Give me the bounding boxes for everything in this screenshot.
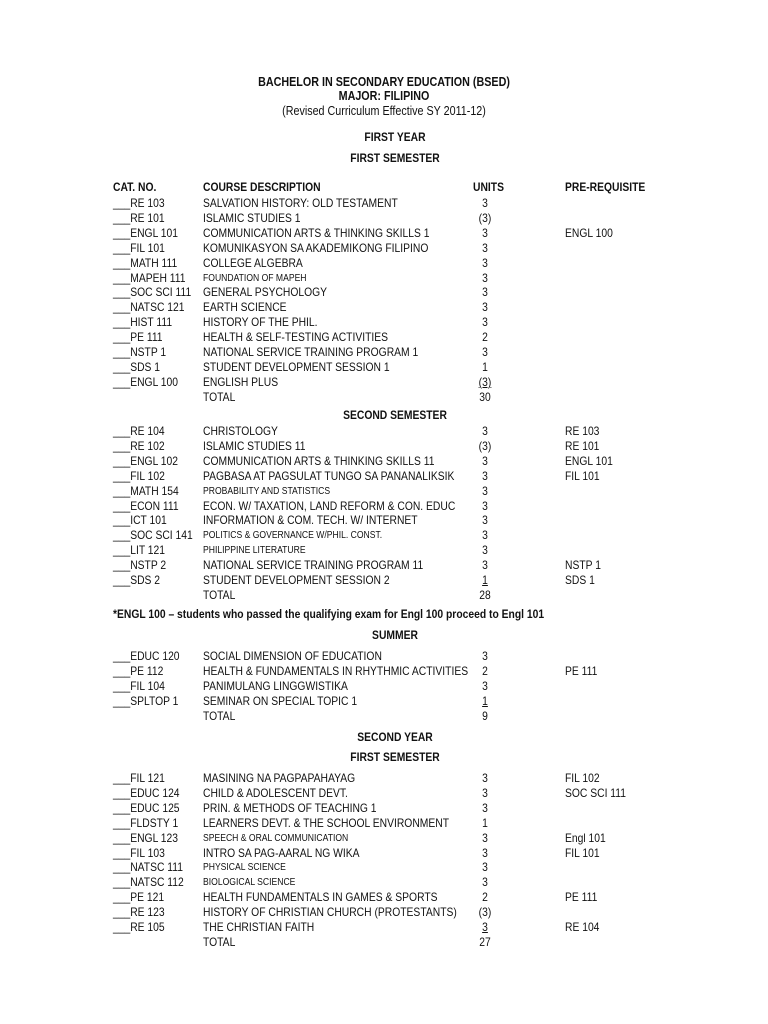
cat-no-cell: ___RE 105 [113,920,165,934]
table-row [0,816,768,831]
table-row [0,499,768,514]
cat-no-cell: ___RE 123 [113,905,165,920]
units-cell: 3 [482,270,488,285]
units-cell: 3 [482,345,488,359]
cat-no-cell: ___SPLTOP 1 [113,693,179,708]
table-row [0,771,768,786]
units-cell: 3 [482,483,488,498]
prerequisite-cell: ENGL 101 [565,453,613,468]
table-row [0,454,768,469]
course-description-cell: KOMUNIKASYON SA AKADEMIKONG FILIPINO [203,240,429,255]
course-description-cell: NATIONAL SERVICE TRAINING PROGRAM 11 [203,558,424,573]
course-description-cell: EARTH SCIENCE [203,300,287,315]
cat-no-cell: ___HIST 111 [113,315,173,330]
cat-no-cell: ___ENGL 123 [113,830,179,845]
units-cell: 3 [482,558,488,573]
table-row [0,196,768,211]
units-cell: 1 [482,815,488,830]
major-title: MAJOR: FILIPINO [338,89,430,103]
course-description-cell: ISLAMIC STUDIES 11 [203,438,306,453]
year-heading: SECOND YEAR [357,730,433,744]
course-description-cell: SALVATION HISTORY: OLD TESTAMENT [203,196,398,210]
course-description-cell: SPEECH & ORAL COMMUNICATION [203,832,349,844]
units-cell: 28 [479,587,491,602]
course-description-cell: BIOLOGICAL SCIENCE [203,877,296,889]
course-description-cell: PHILIPPINE LITERATURE [203,545,306,557]
table-row [0,664,768,679]
course-description-cell: HEALTH & FUNDAMENTALS IN RHYTHMIC ACTIVITIES [203,663,469,678]
table-row [0,484,768,499]
prerequisite-cell: PE 111 [565,663,598,678]
units-cell: 3 [482,771,488,785]
year-heading: FIRST YEAR [364,130,426,144]
semester-heading: SECOND SEMESTER [343,408,447,422]
table-row [0,679,768,694]
units-cell: 3 [482,845,488,860]
prerequisite-cell: NSTP 1 [565,558,601,573]
course-description-cell: SOCIAL DIMENSION OF EDUCATION [203,649,382,663]
units-cell: 3 [482,875,488,890]
table-row [0,543,768,558]
units-cell: 3 [482,830,488,845]
units-cell: 3 [482,920,488,934]
course-description-cell: HISTORY OF THE PHIL. [203,315,318,330]
cat-no-cell: ___SOC SCI 111 [113,285,192,300]
cat-no-cell: ___EDUC 125 [113,800,180,815]
prerequisite-cell: RE 103 [565,424,600,438]
cat-no-cell: ___FIL 103 [113,845,165,860]
course-description-cell: TOTAL [203,934,236,949]
cat-no-cell: ___ECON 111 [113,498,179,513]
engl-100-note: *ENGL 100 – students who passed the qualifying exam for Engl 100 proceed to Engl 101 [113,607,545,621]
course-description-cell: THE CHRISTIAN FAITH [203,920,315,934]
prerequisite-cell: SOC SCI 111 [565,785,626,800]
cat-no-cell: ___PE 112 [113,663,164,678]
course-description-cell: PHYSICAL SCIENCE [203,862,286,874]
cat-no-cell: ___RE 102 [113,438,165,453]
cat-no-cell: ___EDUC 120 [113,649,180,663]
course-description-cell: PANIMULANG LINGGWISTIKA [203,678,348,693]
units-cell: 2 [482,663,488,678]
cat-no-cell: ___FLDSTY 1 [113,815,179,830]
course-description-cell: HEALTH FUNDAMENTALS IN GAMES & SPORTS [203,890,438,905]
table-row [0,528,768,543]
course-description-cell: STUDENT DEVELOPMENT SESSION 1 [203,359,390,374]
prerequisite-cell: SDS 1 [565,573,595,587]
course-description-cell: LEARNERS DEVT. & THE SCHOOL ENVIRONMENT [203,815,450,830]
table-row [0,330,768,345]
prerequisite-cell: RE 104 [565,920,600,934]
course-description-cell: PRIN. & METHODS OF TEACHING 1 [203,800,377,815]
units-cell: 1 [482,359,488,374]
cat-no-cell: ___NATSC 112 [113,875,184,890]
table-row [0,375,768,390]
course-description-cell: PAGBASA AT PAGSULAT TUNGO SA PANANALIKSIK [203,468,455,483]
table-row [0,469,768,484]
course-description-cell: GENERAL PSYCHOLOGY [203,285,328,300]
units-cell: 3 [482,785,488,800]
course-description-cell: COLLEGE ALGEBRA [203,255,303,270]
units-cell: 30 [479,389,491,404]
units-cell: 1 [482,693,488,708]
course-description-cell: CHILD & ADOLESCENT DEVT. [203,785,348,800]
prerequisite-cell: PE 111 [565,890,598,905]
cat-no-cell: ___NATSC 121 [113,300,185,315]
prerequisite-cell: RE 101 [565,438,600,453]
units-cell: 3 [482,424,488,438]
course-description-cell: TOTAL [203,389,236,404]
semester-heading: SUMMER [372,628,418,642]
table-row [0,424,768,439]
cat-no-cell: ___ENGL 101 [113,225,179,240]
cat-no-cell: ___NATSC 111 [113,860,183,875]
cat-no-cell: ___NSTP 2 [113,558,167,573]
units-cell: 3 [482,498,488,513]
table-row [0,271,768,286]
course-description-cell: ENGLISH PLUS [203,374,279,389]
cat-no-cell: ___SDS 2 [113,573,161,587]
course-description-cell: ISLAMIC STUDIES 1 [203,210,301,225]
units-cell: 3 [482,528,488,543]
cat-no-cell: ___SDS 1 [113,359,161,374]
prerequisite-cell: FIL 101 [565,845,600,860]
cat-no-cell: ___FIL 102 [113,468,165,483]
program-title: BACHELOR IN SECONDARY EDUCATION (BSED) [258,75,510,89]
semester-heading: FIRST SEMESTER [350,151,440,165]
table-row [0,875,768,890]
table-row [0,513,768,528]
cat-no-cell: ___NSTP 1 [113,345,167,359]
table-row [0,860,768,875]
cat-no-cell: ___PE 121 [113,890,165,905]
table-row [0,801,768,816]
table-row [0,439,768,454]
semester-heading: FIRST SEMESTER [350,750,440,764]
cat-no-cell: ___LIT 121 [113,543,166,558]
table-row [0,573,768,588]
units-cell: 2 [482,330,488,345]
cat-no-cell: ___MAPEH 111 [113,270,186,285]
units-cell: 3 [482,285,488,300]
table-row [0,315,768,330]
cat-no-cell: ___SOC SCI 141 [113,528,193,543]
table-row [0,831,768,846]
units-cell: 3 [482,255,488,270]
units-cell: 3 [482,240,488,255]
course-description-cell: COMMUNICATION ARTS & THINKING SKILLS 11 [203,453,435,468]
cat-no-cell: ___RE 103 [113,196,165,210]
total-row [0,935,768,950]
table-row [0,241,768,256]
units-cell: 3 [482,543,488,558]
course-description-cell: INFORMATION & COM. TECH. W/ INTERNET [203,513,418,528]
units-cell: 3 [482,649,488,663]
prerequisite-cell: Engl 101 [565,830,606,845]
units-cell: 3 [482,468,488,483]
col-header-cat-no: CAT. NO. [113,180,157,194]
cat-no-cell: ___ENGL 102 [113,453,179,468]
table-row [0,905,768,920]
cat-no-cell: ___FIL 101 [113,240,165,255]
course-description-cell: NATIONAL SERVICE TRAINING PROGRAM 1 [203,345,419,359]
cat-no-cell: ___MATH 111 [113,255,178,270]
units-cell: 1 [482,573,488,587]
total-row [0,390,768,405]
prerequisite-cell: ENGL 100 [565,225,613,240]
course-description-cell: INTRO SA PAG-AARAL NG WIKA [203,845,360,860]
cat-no-cell: ___MATH 154 [113,483,179,498]
course-description-cell: MASINING NA PAGPAPAHAYAG [203,771,356,785]
cat-no-cell: ___RE 104 [113,424,165,438]
course-description-cell: ECON. W/ TAXATION, LAND REFORM & CON. EDUC [203,498,456,513]
units-cell: 9 [482,708,488,723]
course-description-cell: TOTAL [203,587,236,602]
table-row [0,285,768,300]
table-row [0,226,768,241]
total-row [0,709,768,724]
course-description-cell: SEMINAR ON SPECIAL TOPIC 1 [203,693,358,708]
units-cell: 3 [482,800,488,815]
cat-no-cell: ___ENGL 100 [113,374,179,389]
units-cell: (3) [478,374,492,389]
cat-no-cell: ___ICT 101 [113,513,167,528]
units-cell: (3) [478,438,492,453]
course-description-cell: HISTORY OF CHRISTIAN CHURCH (PROTESTANTS) [203,905,457,920]
table-row [0,694,768,709]
units-cell: 3 [482,196,488,210]
cat-no-cell: ___EDUC 124 [113,785,180,800]
units-cell: 3 [482,860,488,875]
revision-note: (Revised Curriculum Effective SY 2011-12) [282,104,486,118]
table-row [0,211,768,226]
table-row [0,920,768,935]
cat-no-cell: ___FIL 121 [113,771,165,785]
course-description-cell: FOUNDATION OF MAPEH [203,272,307,284]
units-cell: (3) [478,905,492,920]
table-row [0,345,768,360]
units-cell: 3 [482,513,488,528]
col-header-units: UNITS [473,180,504,194]
cat-no-cell: ___RE 101 [113,210,165,225]
units-cell: 3 [482,315,488,330]
units-cell: 3 [482,678,488,693]
table-row [0,300,768,315]
course-description-cell: CHRISTOLOGY [203,424,278,438]
course-description-cell: POLITICS & GOVERNANCE W/PHIL. CONST. [203,530,383,542]
table-row [0,360,768,375]
units-cell: 3 [482,300,488,315]
units-cell: (3) [478,210,492,225]
course-description-cell: PROBABILITY AND STATISTICS [203,485,331,497]
table-row [0,786,768,801]
cat-no-cell: ___PE 111 [113,330,163,345]
total-row [0,588,768,603]
units-cell: 2 [482,890,488,905]
units-cell: 3 [482,453,488,468]
course-description-cell: STUDENT DEVELOPMENT SESSION 2 [203,573,390,587]
course-description-cell: COMMUNICATION ARTS & THINKING SKILLS 1 [203,225,430,240]
col-header-course-description: COURSE DESCRIPTION [203,180,321,194]
units-cell: 27 [479,934,491,949]
units-cell: 3 [482,225,488,240]
prerequisite-cell: FIL 102 [565,771,600,785]
table-row [0,558,768,573]
table-row [0,256,768,271]
cat-no-cell: ___FIL 104 [113,678,165,693]
course-description-cell: TOTAL [203,708,236,723]
table-row [0,846,768,861]
table-row [0,890,768,905]
table-row [0,649,768,664]
col-header-prerequisite: PRE-REQUISITE [565,180,646,194]
prerequisite-cell: FIL 101 [565,468,600,483]
course-description-cell: HEALTH & SELF-TESTING ACTIVITIES [203,330,389,345]
